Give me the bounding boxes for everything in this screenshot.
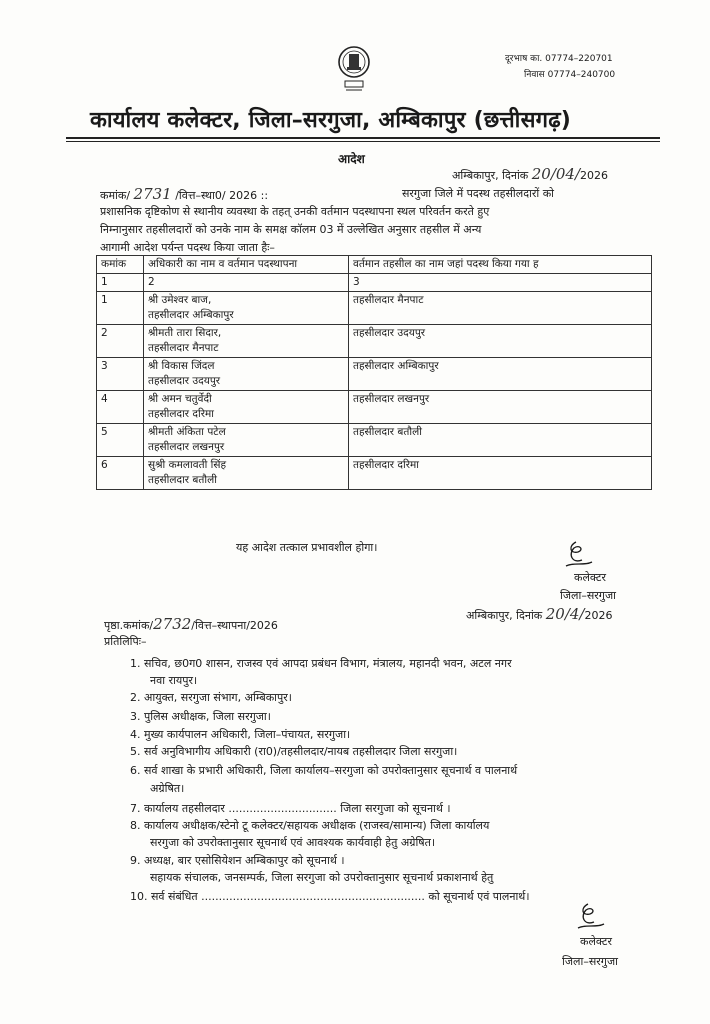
list-item: 7. कार्यालय तहसीलदार ............................... जिला सरगुजा को सूचनार्थ । [130, 802, 451, 815]
officer-name: श्रीमती अंकिता पटेल [148, 426, 226, 438]
endorsement-date-handwritten: 20/4/ [545, 605, 585, 623]
signature2-district: जिला–सरगुजा [562, 955, 618, 968]
endorsement-number-line [104, 616, 278, 634]
table-row [97, 292, 652, 325]
officer-current-post: तहसीलदार उदयपुर [148, 375, 221, 387]
order-body-line1: सरगुजा जिले में पदस्थ तहसीलदारों को [402, 187, 555, 200]
order-number-suffix: /वित्त–स्था0/ 2026 :: [175, 189, 269, 202]
row-number: 4 [97, 391, 144, 424]
list-item: 5. सर्व अनुविभागीय अधिकारी (रा0)/तहसीलदार/नायब तहसीलदार जिला सरगुजा। [130, 745, 458, 758]
list-item: 10. सर्व संबंधित ................................................................ को सूचनार्थ एवं पालनार्थ। [130, 890, 530, 903]
new-posting: तहसीलदार लखनपुर [349, 391, 652, 424]
order-body-line3: निम्नानुसार तहसीलदारों को उनके नाम के समक्ष कॉलम 03 में उल्लेखित अनुसार तहसील में अन्य [100, 223, 482, 236]
officer-name: श्री उमेश्वर बाज, [148, 294, 212, 306]
signature2-designation: कलेक्टर [580, 935, 612, 948]
order-number-handwritten: 2731 [133, 185, 172, 203]
order-number-line [100, 186, 268, 204]
table-colnum-row [97, 274, 652, 292]
copy-to-label: प्रतिलिपिः– [104, 635, 147, 648]
colnum-cell: 1 [97, 274, 144, 292]
phone-office: दूरभाष का. 07774–220701 [505, 54, 613, 64]
list-item: सहायक संचालक, जनसम्पर्क, जिला सरगुजा को उपरोक्तानुसार सूचनार्थ प्रकाशनार्थ हेतु [150, 871, 494, 884]
signature-mark [574, 902, 608, 932]
officer-cell [144, 391, 349, 424]
row-number: 3 [97, 358, 144, 391]
order-body-line4: आगामी आदेश पर्यन्त पदस्थ किया जाता हैः– [100, 241, 275, 254]
list-item: 4. मुख्य कार्यपालन अधिकारी, जिला–पंचायत, सरगुजा। [130, 728, 351, 741]
officer-current-post: तहसीलदार बतौली [148, 474, 217, 486]
order-date-line [452, 166, 608, 184]
officer-name: सुश्री कमलावती सिंह [148, 459, 227, 471]
table-row [97, 457, 652, 490]
table-row [97, 424, 652, 457]
table-row [97, 358, 652, 391]
list-item: 6. सर्व शाखा के प्रभारी अधिकारी, जिला कार्यालय–सरगुजा को उपरोक्तानुसार सूचनार्थ व पालनार्थ [130, 764, 518, 777]
transfer-table [96, 255, 652, 490]
endorsement-date-line [466, 606, 613, 624]
officer-name: श्री अमन चतुर्वेदी [148, 393, 212, 405]
officer-name: श्री विकास जिंदल [148, 360, 215, 372]
endorsement-date-prefix: अम्बिकापुर, दिनांक [466, 609, 543, 622]
new-posting: तहसीलदार उदयपुर [349, 325, 652, 358]
effect-line: यह आदेश तत्काल प्रभावशील होगा। [236, 541, 378, 554]
officer-current-post: तहसीलदार अम्बिकापुर [148, 309, 234, 321]
header-cell: अधिकारी का नाम व वर्तमान पदस्थापना [144, 256, 349, 274]
officer-cell [144, 292, 349, 325]
signature1-district: जिला–सरगुजा [560, 589, 616, 602]
endorsement-number-prefix: पृष्ठा.कमांक/ [104, 619, 154, 632]
endorsement-number-handwritten: 2732 [153, 615, 192, 633]
new-posting: तहसीलदार अम्बिकापुर [349, 358, 652, 391]
row-number: 6 [97, 457, 144, 490]
list-item: 1. सचिव, छ0ग0 शासन, राजस्व एवं आपदा प्रबंधन विभाग, मंत्रालय, महानदी भवन, अटल नगर [130, 657, 512, 670]
state-emblem-icon [334, 44, 374, 94]
header-rule [66, 137, 660, 139]
table-row [97, 325, 652, 358]
row-number: 2 [97, 325, 144, 358]
order-body-line2: प्रशासनिक दृष्टिकोण से स्थानीय व्यवस्था के तहत् उनकी वर्तमान पदस्थापना स्थल परिवर्तन करते हुए [100, 205, 490, 218]
list-item: अग्रेषित। [150, 782, 185, 795]
table-header-row [97, 256, 652, 274]
row-number: 5 [97, 424, 144, 457]
endorsement-date-year: 2026 [584, 609, 613, 622]
endorsement-number-suffix: /वित्त–स्थापना/2026 [191, 619, 278, 632]
list-item: सरगुजा को उपरोक्तानुसार सूचनार्थ एवं आवश्यक कार्यवाही हेतु अग्रेषित। [150, 836, 436, 849]
colnum-cell: 3 [349, 274, 652, 292]
list-item: 9. अध्यक्ष, बार एसोसियेशन अम्बिकापुर को सूचनार्थ । [130, 854, 345, 867]
list-item: 8. कार्यालय अधीक्षक/स्टेनो टू कलेक्टर/सहायक अधीक्षक (राजस्व/सामान्य) जिला कार्यालय [130, 819, 490, 832]
order-title: आदेश [338, 152, 365, 166]
list-item: 2. आयुक्त, सरगुजा संभाग, अम्बिकापुर। [130, 691, 292, 704]
signature-mark [562, 540, 596, 570]
row-number: 1 [97, 292, 144, 325]
signature1-designation: कलेक्टर [574, 571, 606, 584]
order-date-prefix: अम्बिकापुर, दिनांक [452, 169, 529, 182]
phone-residence: निवास 07774–240700 [524, 70, 616, 80]
new-posting: तहसीलदार बतौली [349, 424, 652, 457]
header-cell: कमांक [97, 256, 144, 274]
header-cell: वर्तमान तहसील का नाम जहां पदस्थ किया गया ह [349, 256, 652, 274]
officer-name: श्रीमती तारा सिदार, [148, 327, 222, 339]
colnum-cell: 2 [144, 274, 349, 292]
table-row [97, 391, 652, 424]
officer-current-post: तहसीलदार मैनपाट [148, 342, 219, 354]
new-posting: तहसीलदार दरिमा [349, 457, 652, 490]
officer-cell [144, 358, 349, 391]
list-item: 3. पुलिस अधीक्षक, जिला सरगुजा। [130, 710, 271, 723]
order-date-year: 2026 [580, 169, 609, 182]
officer-current-post: तहसीलदार लखनपुर [148, 441, 225, 453]
officer-current-post: तहसीलदार दरिमा [148, 408, 215, 420]
order-date-handwritten: 20/04/ [531, 165, 581, 183]
list-item: नवा रायपुर। [150, 674, 198, 687]
new-posting: तहसीलदार मैनपाट [349, 292, 652, 325]
order-number-prefix: कमांक/ [100, 189, 131, 202]
office-title: कार्यालय कलेक्टर, जिला–सरगुजा, अम्बिकापुर (छत्तीसगढ़) [90, 108, 572, 133]
officer-cell [144, 325, 349, 358]
header-rule-thin [66, 141, 660, 142]
officer-cell [144, 457, 349, 490]
officer-cell [144, 424, 349, 457]
